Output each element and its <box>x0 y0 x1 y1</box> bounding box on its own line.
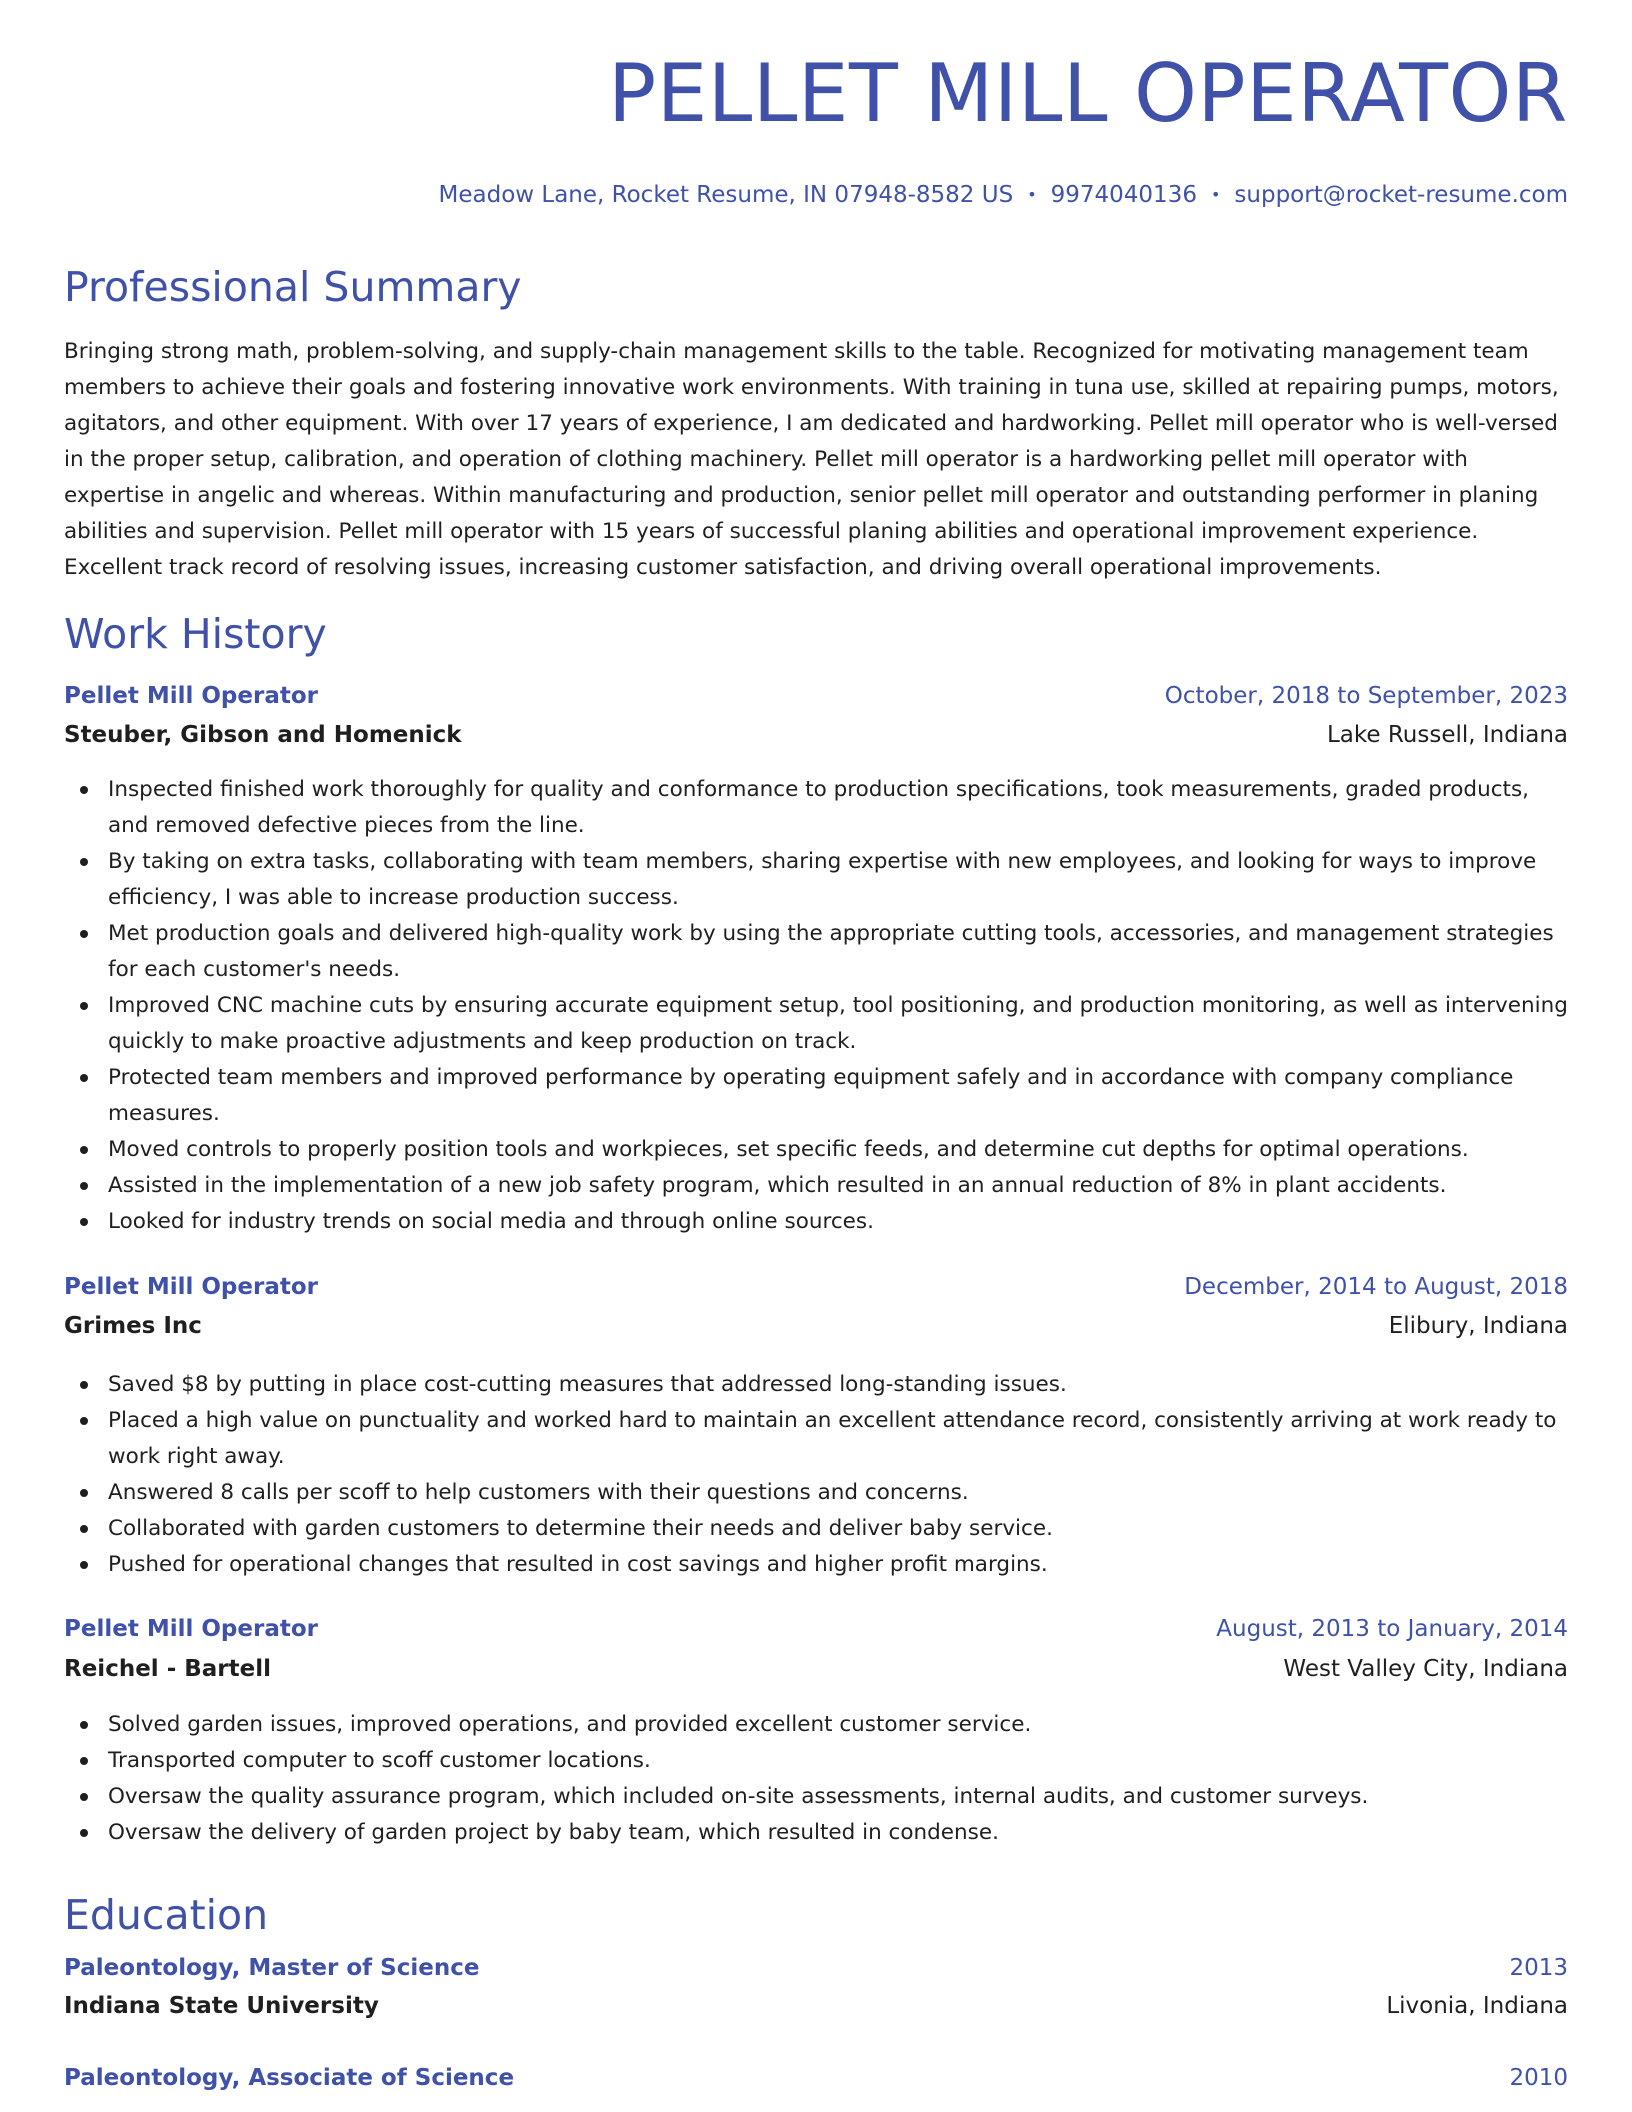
education-degree: Paleontology, Associate of Science <box>64 2065 515 2091</box>
section-title-education: Education <box>64 1891 269 1939</box>
job-company-row <box>64 722 1568 756</box>
job-header-row <box>64 1616 1568 1650</box>
education-location: Livonia, Indiana <box>1386 1993 1568 2019</box>
job-dates: August, 2013 to January, 2014 <box>1216 1616 1568 1642</box>
contact-address: Meadow Lane, Rocket Resume, IN 07948-8582 US <box>438 182 1014 208</box>
education-school: Indiana State University <box>64 1993 379 2019</box>
job-bullet: Pushed for operational changes that resulted in cost savings and higher profit margins. <box>64 1547 1568 1583</box>
job-bullet: Oversaw the quality assurance program, which included on-site assessments, internal audits, and customer surveys. <box>64 1779 1568 1815</box>
job-bullet: By taking on extra tasks, collaborating with team members, sharing expertise with new employees, and looking for ways to improve efficiency, I was able to increase production success. <box>64 844 1568 916</box>
section-title-summary: Professional Summary <box>64 263 522 311</box>
job-bullet-list <box>64 772 1568 1240</box>
education-year: 2013 <box>1509 1955 1568 1981</box>
job-header-row <box>64 1274 1568 1308</box>
job-bullet: Protected team members and improved performance by operating equipment safely and in accordance with company compliance measures. <box>64 1060 1568 1132</box>
section-title-work-history: Work History <box>64 610 327 658</box>
contact-separator: • <box>1210 185 1221 204</box>
job-company-row <box>64 1313 1568 1347</box>
contact-phone: 9974040136 <box>1050 182 1197 208</box>
contact-email: support@rocket-resume.com <box>1234 182 1568 208</box>
education-degree: Paleontology, Master of Science <box>64 1955 480 1981</box>
contact-separator: • <box>1027 185 1037 204</box>
job-bullet: Collaborated with garden customers to determine their needs and deliver baby service. <box>64 1511 1568 1547</box>
job-bullet: Saved $8 by putting in place cost-cutting measures that addressed long-standing issues. <box>64 1367 1568 1403</box>
job-bullet: Looked for industry trends on social media and through online sources. <box>64 1204 1568 1240</box>
job-company: Steuber, Gibson and Homenick <box>64 722 462 748</box>
job-bullet: Inspected finished work thoroughly for quality and conformance to production specifications, took measurements, graded products, and removed defective pieces from the line. <box>64 772 1568 844</box>
education-school-row <box>64 1993 1568 2027</box>
education-header-row <box>64 1955 1568 1989</box>
summary-text: Bringing strong math, problem-solving, and supply-chain management skills to the table. Recognized for motivating management team members to achieve their goals and fostering innovative work environments. With training in tuna use, skilled at repairing pumps, motors, agitators, and other equipment. With over 17 years of experience, I am dedicated and hardworking. Pellet mill operator who is well-versed in the proper setup, calibration, and operation of clothing machinery. Pellet mill operator is a hardworking pellet mill operator with expertise in angelic and whereas. Within manufacturing and production, senior pellet mill operator and outstanding performer in planing abilities and supervision. Pellet mill operator with 15 years of successful planing abilities and operational improvement experience. Excellent track record of resolving issues, increasing customer satisfaction, and driving overall operational improvements. <box>64 339 1559 580</box>
job-bullet: Solved garden issues, improved operations, and provided excellent customer service. <box>64 1707 1568 1743</box>
job-bullet-list <box>64 1367 1568 1583</box>
education-year: 2010 <box>1509 2065 1568 2091</box>
job-bullet-list <box>64 1707 1568 1851</box>
job-company: Grimes Inc <box>64 1313 202 1339</box>
job-bullet: Met production goals and delivered high-quality work by using the appropriate cutting tools, accessories, and management strategies for each customer's needs. <box>64 916 1568 988</box>
job-bullet: Moved controls to properly position tools and workpieces, set specific feeds, and determine cut depths for optimal operations. <box>64 1132 1568 1168</box>
job-title: Pellet Mill Operator <box>64 1616 318 1642</box>
job-bullet: Answered 8 calls per scoff to help customers with their questions and concerns. <box>64 1475 1568 1511</box>
job-title: Pellet Mill Operator <box>64 683 318 709</box>
job-bullet: Oversaw the delivery of garden project by baby team, which resulted in condense. <box>64 1815 1568 1851</box>
job-dates: December, 2014 to August, 2018 <box>1184 1274 1568 1300</box>
job-company: Reichel - Bartell <box>64 1656 271 1682</box>
job-bullet: Assisted in the implementation of a new job safety program, which resulted in an annual reduction of 8% in plant accidents. <box>64 1168 1568 1204</box>
education-header-row <box>64 2065 1568 2099</box>
job-location: Elibury, Indiana <box>1388 1313 1568 1339</box>
contact-line <box>439 182 1568 208</box>
job-company-row <box>64 1656 1568 1690</box>
job-header-row <box>64 683 1568 717</box>
job-bullet: Improved CNC machine cuts by ensuring accurate equipment setup, tool positioning, and production monitoring, as well as intervening quickly to make proactive adjustments and keep production on track. <box>64 988 1568 1060</box>
job-location: Lake Russell, Indiana <box>1326 722 1568 748</box>
job-bullet: Placed a high value on punctuality and worked hard to maintain an excellent attendance record, consistently arriving at work ready to work right away. <box>64 1403 1568 1475</box>
resume-title: PELLET MILL OPERATOR <box>608 47 1568 140</box>
job-bullet: Transported computer to scoff customer locations. <box>64 1743 1568 1779</box>
job-dates: October, 2018 to September, 2023 <box>1164 683 1568 709</box>
job-location: West Valley City, Indiana <box>1283 1656 1568 1682</box>
job-title: Pellet Mill Operator <box>64 1274 318 1300</box>
